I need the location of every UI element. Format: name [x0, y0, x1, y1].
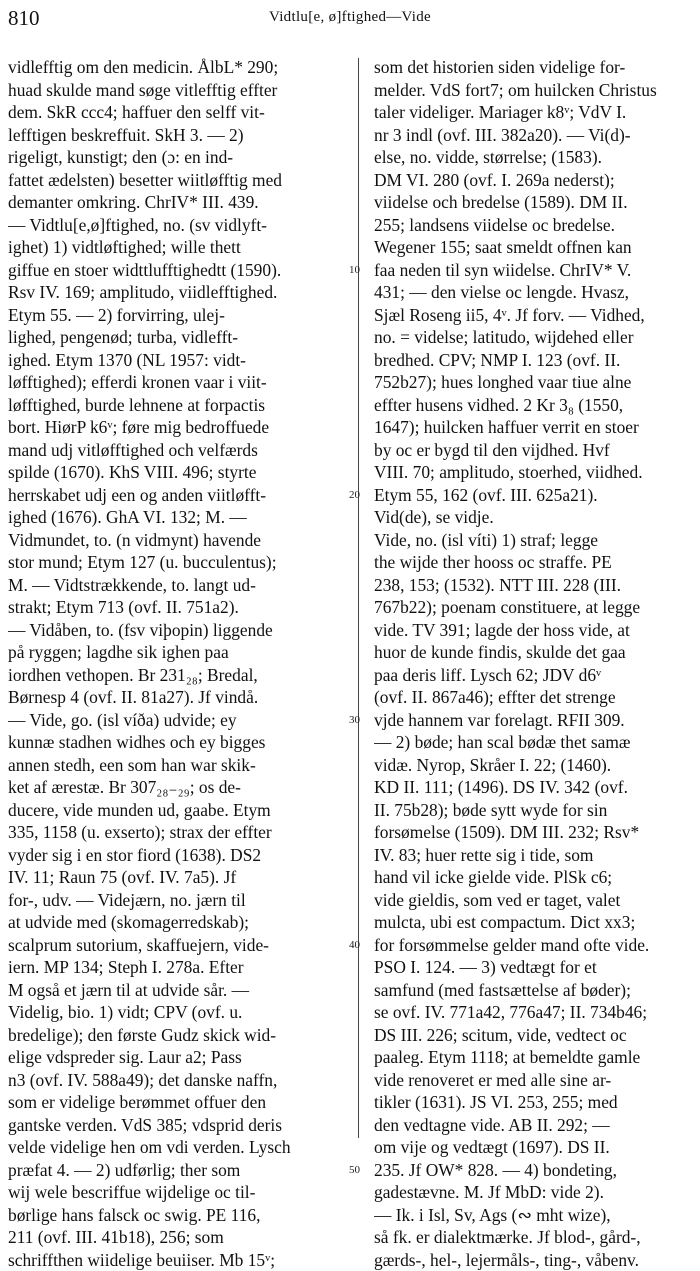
text-line: mand udj vitløfftighed och velfærds — [8, 439, 340, 462]
text-line: 238, 153; (1532). NTT III. 228 (III. — [374, 574, 700, 597]
text-line: Etym 55. — 2) forvirring, ulej- — [8, 304, 340, 327]
text-line: dem. SkR ccc4; haffuer den selff vit- — [8, 101, 340, 124]
text-line: kunnæ stadhen widhes och ey bigges — [8, 731, 340, 754]
text-line: at udvide med (skomagerredskab); — [8, 911, 340, 934]
page-header — [0, 0, 700, 40]
text-line: (ovf. II. 867a46); effter det strenge — [374, 686, 700, 709]
text-line: 431; — den vielse oc lengde. Hvasz, — [374, 281, 700, 304]
text-line: rigeligt, kunstigt; den (ɔ: en ind- — [8, 146, 340, 169]
text-line: — Vidåben, to. (fsv viþopin) liggende — [8, 619, 340, 642]
text-line: iordhen vethopen. Br 231₂₈; Bredal, — [8, 664, 340, 687]
text-line: som er videlige berømmet offuer den — [8, 1091, 340, 1114]
text-line: Wegener 155; saat smeldt offnen kan — [374, 236, 700, 259]
left-column — [8, 56, 340, 1271]
text-line: vidlefftig om den medicin. ÅlbL* 290; — [8, 56, 340, 79]
text-line: ducere, vide munden ud, gaabe. Etym — [8, 799, 340, 822]
text-line: den vedtagne vide. AB II. 292; — — [374, 1114, 700, 1137]
text-line: bredelige); den første Gudz skick wid- — [8, 1024, 340, 1047]
text-line: effter husens vidhed. 2 Kr 3₈ (1550, — [374, 394, 700, 417]
text-line: 335, 1158 (u. exserto); strax der effter — [8, 821, 340, 844]
text-line: taler videliger. Mariager k8ᵛ; VdV I. — [374, 101, 700, 124]
text-line: vjde hannem var forelagt. RFII 309. — [374, 709, 700, 732]
text-line: annen stedh, een som han war skik- — [8, 754, 340, 777]
text-line: IV. 83; huer rette sig i tide, som — [374, 844, 700, 867]
text-line: fattet ædelsten) besetter wiitløfftig med — [8, 169, 340, 192]
line-number-marker: 30 — [349, 714, 360, 726]
text-line: 211 (ovf. III. 41b18), 256; som — [8, 1226, 340, 1249]
text-line: velde videlige hen om vdi verden. Lysch — [8, 1136, 340, 1159]
text-line: strakt; Etym 713 (ovf. II. 751a2). — [8, 596, 340, 619]
text-line: samfund (med fastsættelse af bøder); — [374, 979, 700, 1002]
text-line: ighet) 1) vidtløftighed; wille thett — [8, 236, 340, 259]
text-line: Videlig, bio. 1) vidt; CPV (ovf. u. — [8, 1001, 340, 1024]
text-line: som det historien siden videlige for- — [374, 56, 700, 79]
text-line: DS III. 226; scitum, vide, vedtect oc — [374, 1024, 700, 1047]
text-line: ighed (1676). GhA VI. 132; M. — — [8, 506, 340, 529]
text-line: elige vdspreder sig. Laur a2; Pass — [8, 1046, 340, 1069]
text-line: schriffthen wiidelige beuiiser. Mb 15ᵛ; — [8, 1249, 340, 1271]
text-line: by oc er bygd til den vijdhed. Hvf — [374, 439, 700, 462]
text-line: vide renoveret er med alle sine ar- — [374, 1069, 700, 1092]
text-line: n3 (ovf. IV. 588a49); det danske naffn, — [8, 1069, 340, 1092]
text-line: — Vide, go. (isl víða) udvide; ey — [8, 709, 340, 732]
text-line: Børnesp 4 (ovf. II. 81a27). Jf vindå. — [8, 686, 340, 709]
text-line: for forsømmelse gelder mand ofte vide. — [374, 934, 700, 957]
text-line: II. 75b28); bøde sytt wyde for sin — [374, 799, 700, 822]
text-line: faa neden til syn wiidelse. ChrIV* V. — [374, 259, 700, 282]
column-divider — [358, 58, 359, 1138]
text-line: så fk. er dialektmærke. Jf blod-, gård-, — [374, 1226, 700, 1249]
text-line: else, no. vidde, størrelse; (1583). — [374, 146, 700, 169]
text-line: VIII. 70; amplitudo, stoerhed, viidhed. — [374, 461, 700, 484]
text-line: vyder sig i en stor fiord (1638). DS2 — [8, 844, 340, 867]
text-line: viidelse och bredelse (1589). DM II. — [374, 191, 700, 214]
text-line: lighed, pengenød; turba, vidlefft- — [8, 326, 340, 349]
line-number-marker: 50 — [349, 1164, 360, 1176]
line-number-marker: 40 — [349, 939, 360, 951]
text-line: bredhed. CPV; NMP I. 123 (ovf. II. — [374, 349, 700, 372]
text-line: nr 3 indl (ovf. III. 382a20). — Vi(d)- — [374, 124, 700, 147]
text-line: giffue en stoer widttlufftighedtt (1590). — [8, 259, 340, 282]
text-line: 767b22); poenam constituere, at legge — [374, 596, 700, 619]
text-line: Vidmundet, to. (n vidmynt) havende — [8, 529, 340, 552]
text-line: — Ik. i Isl, Sv, Ags (∾ mht wize), — [374, 1204, 700, 1227]
text-line: KD II. 111; (1496). DS IV. 342 (ovf. — [374, 776, 700, 799]
text-line: se ovf. IV. 771a42, 776a47; II. 734b46; — [374, 1001, 700, 1024]
text-line: 235. Jf OW* 828. — 4) bondeting, — [374, 1159, 700, 1182]
text-line: børlige hans falsck oc swig. PE 116, — [8, 1204, 340, 1227]
line-number-marker: 10 — [349, 264, 360, 276]
text-line: gadestævne. M. Jf MbD: vide 2). — [374, 1181, 700, 1204]
text-line: PSO I. 124. — 3) vedtægt for et — [374, 956, 700, 979]
page-number: 810 — [8, 6, 40, 31]
text-line: iern. MP 134; Steph I. 278a. Efter — [8, 956, 340, 979]
text-line: lefftigen beskreffuit. SkH 3. — 2) — [8, 124, 340, 147]
text-line: stor mund; Etym 127 (u. bucculentus); — [8, 551, 340, 574]
text-line: om vije og vedtægt (1697). DS II. — [374, 1136, 700, 1159]
text-line: — 2) bøde; han scal bødæ thet samæ — [374, 731, 700, 754]
text-line: forsømelse (1509). DM III. 232; Rsv* — [374, 821, 700, 844]
text-line: huor de kunde findis, skulde det gaa — [374, 641, 700, 664]
text-line: mulcta, ubi est compactum. Dict xx3; — [374, 911, 700, 934]
line-number-marker: 20 — [349, 489, 360, 501]
text-line: huad skulde mand søge vitlefftig effter — [8, 79, 340, 102]
text-line: vidæ. Nyrop, Skråer I. 22; (1460). — [374, 754, 700, 777]
text-line: 1647); huilcken haffuer verrit en stoer — [374, 416, 700, 439]
text-line: vide gieldis, som ved er taget, valet — [374, 889, 700, 912]
text-line: ighed. Etym 1370 (NL 1957: vidt- — [8, 349, 340, 372]
text-line: tikler (1631). JS VI. 253, 255; med — [374, 1091, 700, 1114]
text-line: Vid(de), se vidje. — [374, 506, 700, 529]
text-line: no. = videlse; latitudo, wijdehed eller — [374, 326, 700, 349]
text-line: melder. VdS fort7; om huilcken Christus — [374, 79, 700, 102]
text-line: DM VI. 280 (ovf. I. 269a nederst); — [374, 169, 700, 192]
text-line: 255; landsens viidelse oc bredelse. — [374, 214, 700, 237]
right-column — [374, 56, 700, 1271]
text-line: løfftighed); efferdi kronen vaar i viit- — [8, 371, 340, 394]
text-line: gantske verden. VdS 385; vdsprid deris — [8, 1114, 340, 1137]
text-line: M også et jærn til at udvide sår. — — [8, 979, 340, 1002]
text-line: IV. 11; Raun 75 (ovf. IV. 7a5). Jf — [8, 866, 340, 889]
text-line: præfat 4. — 2) udførlig; ther som — [8, 1159, 340, 1182]
text-line: Sjæl Roseng ii5, 4ᵛ. Jf forv. — Vidhed, — [374, 304, 700, 327]
text-line: på ryggen; lagdhe sik ighen paa — [8, 641, 340, 664]
text-line: 752b27); hues longhed vaar tiue alne — [374, 371, 700, 394]
text-line: hand vil icke gielde vide. PlSk c6; — [374, 866, 700, 889]
text-line: — Vidtlu[e,ø]ftighed, no. (sv vidlyft- — [8, 214, 340, 237]
text-line: wij wele bescriffue wijdelige oc til- — [8, 1181, 340, 1204]
text-line: demanter omkring. ChrIV* III. 439. — [8, 191, 340, 214]
text-line: gærds-, hel-, lejermåls-, ting-, våbenv. — [374, 1249, 700, 1271]
text-line: scalprum sutorium, skaffuejern, vide- — [8, 934, 340, 957]
text-line: spilde (1670). KhS VIII. 496; styrte — [8, 461, 340, 484]
text-line: herrskabet udj een og anden viitløfft- — [8, 484, 340, 507]
text-line: løfftighed, burde lehnene at forpactis — [8, 394, 340, 417]
text-line: Etym 55, 162 (ovf. III. 625a21). — [374, 484, 700, 507]
text-line: Vide, no. (isl víti) 1) straf; legge — [374, 529, 700, 552]
text-line: paaleg. Etym 1118; at bemeldte gamle — [374, 1046, 700, 1069]
text-line: vide. TV 391; lagde der hoss vide, at — [374, 619, 700, 642]
text-line: the wijde ther hooss oc straffe. PE — [374, 551, 700, 574]
text-line: Rsv IV. 169; amplitudo, viidlefftighed. — [8, 281, 340, 304]
text-line: ket af ærestæ. Br 307₂₈₋₂₉; os de- — [8, 776, 340, 799]
text-line: bort. HiørP k6ᵛ; føre mig bedroffuede — [8, 416, 340, 439]
text-line: for-, udv. — Videjærn, no. jærn til — [8, 889, 340, 912]
running-head: Vidtlu[e, ø]ftighed—Vide — [0, 9, 700, 26]
text-line: M. — Vidtstrækkende, to. langt ud- — [8, 574, 340, 597]
text-line: paa deris liff. Lysch 62; JDV d6ᵛ — [374, 664, 700, 687]
